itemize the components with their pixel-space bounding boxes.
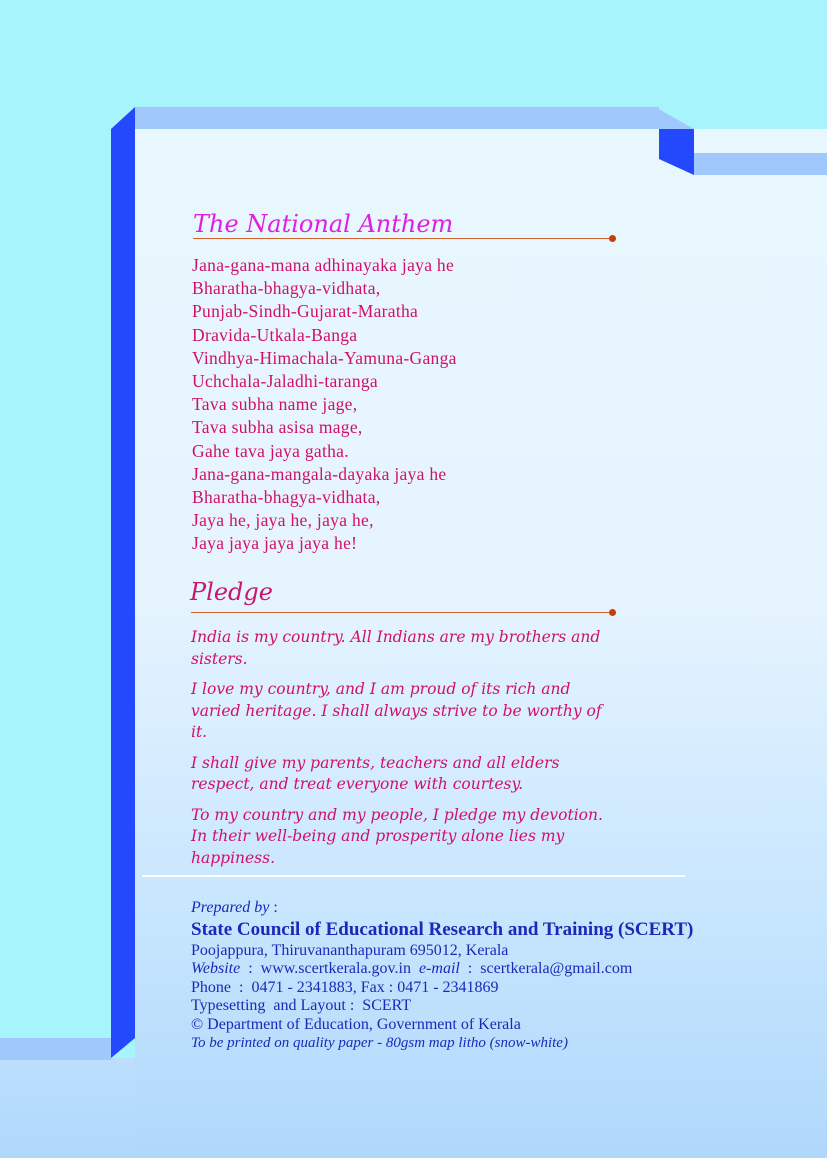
- background-bottom: [0, 1058, 135, 1158]
- prepared-colon: :: [269, 899, 278, 916]
- anthem-rule: [193, 238, 611, 239]
- org-name: State Council of Educational Research and Training (SCERT): [191, 918, 694, 940]
- top-border-strip: [135, 107, 659, 129]
- typesetting: Typesetting and Layout : SCERT: [191, 997, 412, 1014]
- website-label: Website: [191, 960, 241, 977]
- prepared-label: Prepared by: [191, 899, 270, 916]
- pledge-paragraph: I love my country, and I am proud of its rich and varied heritage. I shall always strive to be worthy of it.: [191, 680, 602, 741]
- anthem-line: Jana-gana-mana adhinayaka jaya he: [192, 255, 455, 275]
- anthem-text: [192, 254, 457, 556]
- pledge-paragraph: To my country and my people, I pledge my devotion. In their well-being and prosperity alone lies my happiness.: [191, 805, 603, 867]
- pledge-title: Pledge: [190, 578, 273, 606]
- anthem-line: Uchchala-Jaladhi-taranga: [192, 371, 378, 392]
- anthem-rule-dot: [609, 235, 616, 242]
- anthem-line: Bharatha-bhagya-vidhata,: [192, 278, 381, 299]
- anthem-line: Gahe tava jaya gatha.: [192, 440, 349, 461]
- pledge-paragraph: I shall give my parents, teachers and all elders respect, and treat everyone with courtesy.: [191, 753, 560, 793]
- right-border-strip: [694, 153, 827, 175]
- anthem-line: Jaya he, jaya he, jaya he,: [192, 510, 374, 531]
- email: : scertkerala@gmail.com: [459, 960, 633, 977]
- publisher-info: [191, 899, 693, 1053]
- anthem-title: The National Anthem: [193, 210, 454, 238]
- copyright: © Department of Education, Government of Kerala: [191, 1015, 521, 1033]
- pledge-paragraph: India is my country. All Indians are my brothers and sisters.: [191, 628, 601, 668]
- anthem-line: Dravida-Utkala-Banga: [192, 324, 358, 345]
- address: Poojappura, Thiruvananthapuram 695012, Kerala: [191, 941, 509, 959]
- anthem-line: Punjab-Sindh-Gujarat-Maratha: [192, 301, 419, 322]
- left-border-bar: [111, 107, 135, 1058]
- email-label: e-mail: [418, 960, 460, 977]
- paper-note: To be printed on quality paper - 80gsm map litho (snow-white): [191, 1035, 568, 1051]
- top-border-corner: [655, 107, 694, 129]
- phone: Phone : 0471 - 2341883, Fax : 0471 - 2341869: [191, 978, 499, 996]
- pledge-rule-dot: [609, 609, 616, 616]
- pledge-text: [191, 627, 621, 878]
- anthem-line: Jana-gana-mangala-dayaka jaya he: [192, 463, 447, 484]
- pledge-rule: [191, 612, 611, 613]
- left-bottom-strip: [0, 1038, 111, 1060]
- anthem-line: Vindhya-Himachala-Yamuna-Ganga: [192, 347, 457, 368]
- anthem-line: Jaya jaya jaya jaya he!: [192, 533, 358, 554]
- footer-divider: [142, 875, 685, 877]
- anthem-line: Tava subha name jage,: [192, 394, 358, 415]
- anthem-line: Tava subha asisa mage,: [192, 417, 363, 438]
- anthem-line: Bharatha-bhagya-vidhata,: [192, 487, 381, 508]
- website: : www.scertkerala.gov.in: [240, 960, 419, 977]
